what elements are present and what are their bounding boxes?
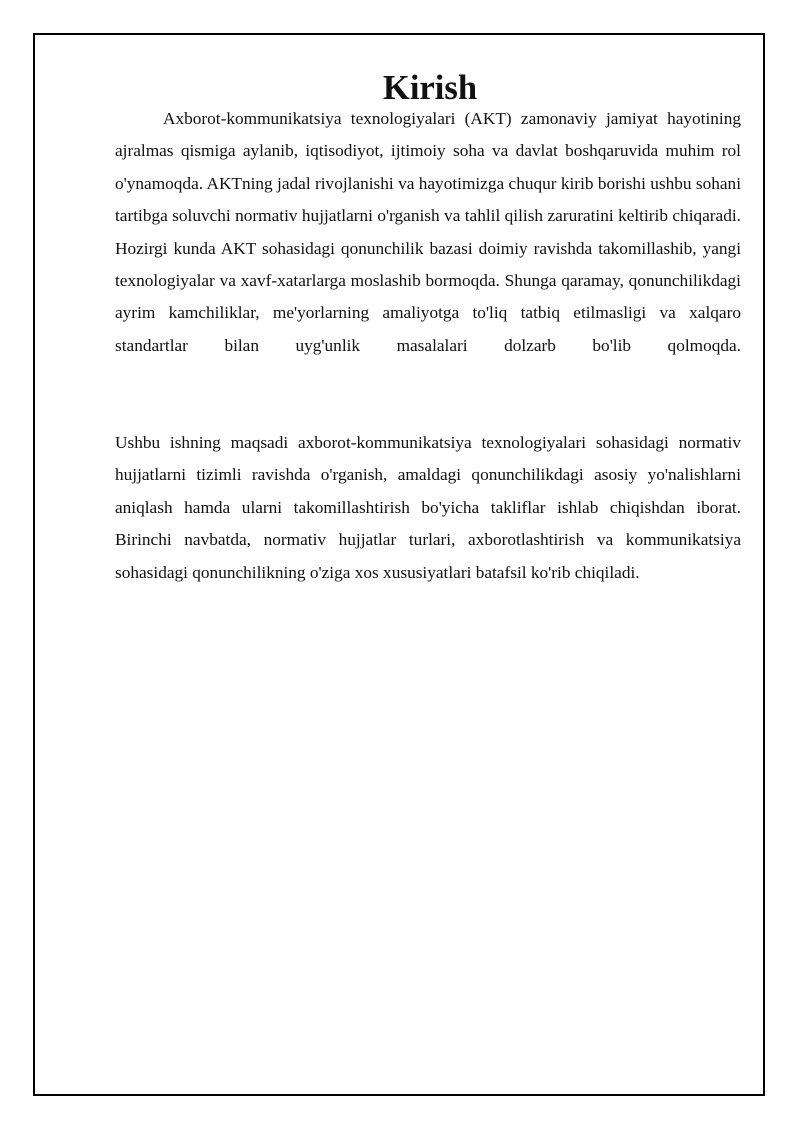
document-title: Kirish xyxy=(382,69,478,107)
paragraph-goal: Ushbu ishning maqsadi axborot-kommunikatsiya texnologiyalari sohasidagi normativ hujjatlarni tizimli ravishda o'rganish, amaldagi qonunchilikdagi asosiy yo'nalishlarni aniqlash hamda ularni takomillashtirish bo'yicha takliflar ishlab chiqishdan iborat. Birinchi navbatda, normativ hujjatlar turlari, axborotlashtirish va kommunikatsiya sohasidagi qonunchilikning o'ziga xos xususiyatlari batafsil ko'rib chiqiladi. xyxy=(115,433,741,582)
paragraph-intro: Axborot-kommunikatsiya texnologiyalari (AKT) zamonaviy jamiyat hayotining ajralmas qismiga aylanib, iqtisodiyot, ijtimoiy soha va davlat boshqaruvida muhim rol o'ynamoqda. AKTning jadal rivojlanishi va hayotimizga chuqur kirib borishi ushbu sohani tartibga soluvchi normativ hujjatlarni o'rganish va tahlil qilish zaruratini keltirib chiqaradi. Hozirgi kunda AKT sohasidagi qonunchilik bazasi doimiy ravishda takomillashib, yangi texnologiyalar va xavf-xatarlarga moslashib bormoqda. Shunga qaramay, qonunchilikdagi ayrim kamchiliklar, me'yorlarning amaliyotga to'liq tatbiq etilmasligi va xalqaro standartlar bilan uyg'unlik masalalari dolzarb bo'lib qolmoqda. xyxy=(115,109,741,355)
document-body xyxy=(115,69,741,589)
